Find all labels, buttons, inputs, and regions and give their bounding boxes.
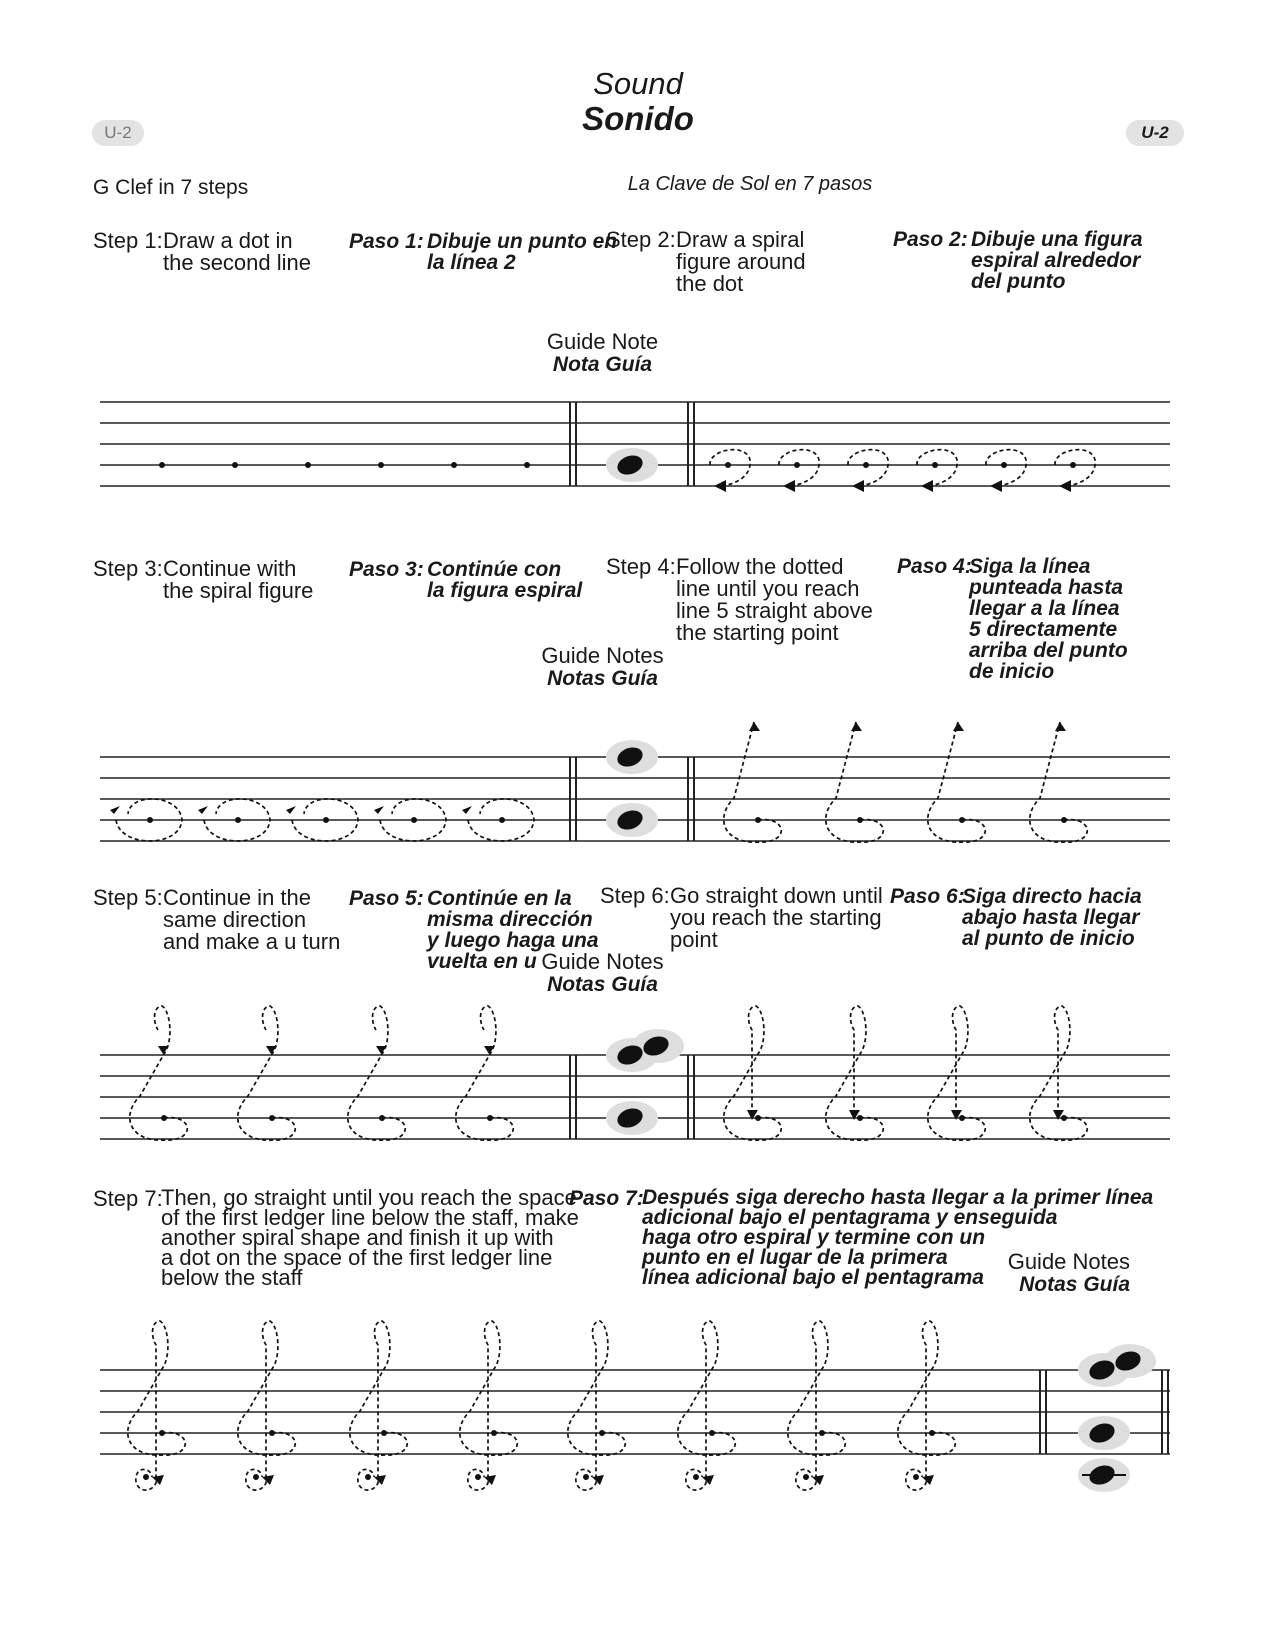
arrow-head — [783, 480, 795, 492]
paso-1-text: Dibuje un punto en la línea 2 — [427, 230, 618, 274]
clef-dot — [269, 1115, 275, 1121]
arrow-head — [592, 1475, 604, 1485]
paso-6-text: Siga directo hacia abajo hasta llegar al punto de inicio — [962, 885, 1142, 950]
arrow-head — [990, 480, 1002, 492]
clef-dot — [381, 1430, 387, 1436]
clef-dot — [857, 817, 863, 823]
clef-curve — [460, 1321, 517, 1490]
clef-dot — [857, 1115, 863, 1121]
paso-5-text: Continúe en la misma dirección y luego haga una vuelta en u — [427, 887, 599, 973]
staff-2 — [0, 722, 1276, 892]
clef-end-dot — [365, 1474, 371, 1480]
arrow-head — [702, 1475, 714, 1485]
clef-dot — [755, 817, 761, 823]
clef-dot — [491, 1430, 497, 1436]
arrow-head — [714, 480, 726, 492]
guide-note-1-es: Nota Guía — [552, 353, 653, 376]
step-2-text: Draw a spiral figure around the dot — [676, 227, 806, 296]
paso-7-label: Paso 7: — [569, 1187, 644, 1210]
staff-4-lines — [100, 1370, 1170, 1454]
clef-dot — [819, 1430, 825, 1436]
paso-2 — [893, 229, 1143, 292]
guide-notes-4 — [990, 1250, 1130, 1296]
step-1 — [93, 230, 311, 274]
arrow-head — [1059, 480, 1071, 492]
clef-end-dot — [803, 1474, 809, 1480]
step-1-text: Draw a dot in the second line — [163, 228, 311, 275]
title-spanish: Sonido — [582, 100, 694, 137]
clef-curve — [350, 1321, 407, 1490]
step-7 — [93, 1185, 579, 1290]
arrow-head — [110, 806, 120, 814]
step-5-text: Continue in the same direction and make a u turn — [163, 885, 341, 954]
paso-1 — [349, 231, 617, 273]
clef-curve — [128, 1321, 185, 1490]
step-7-text: Then, go straight until you reach the space of the first ledger line below the staff, make another spiral shape and finish it up with a dot on the space of the first ledger line below the staff — [161, 1185, 579, 1290]
guide-notes-2-es: Notas Guía — [547, 667, 658, 690]
paso-4-label: Paso 4: — [897, 555, 972, 578]
clef-dot — [929, 1430, 935, 1436]
clef-curve — [898, 1321, 955, 1490]
clef-curve — [568, 1321, 625, 1490]
title-english: Sound — [593, 66, 683, 101]
clef-curve — [826, 1006, 883, 1140]
step-4-label: Step 4: — [606, 554, 676, 579]
paso-6-label: Paso 6: — [890, 885, 965, 908]
clef-curve — [348, 1006, 405, 1140]
clef-curve — [238, 1321, 295, 1490]
arrow-head — [266, 1046, 277, 1054]
spiral-dot — [725, 462, 731, 468]
paso-6 — [890, 886, 1142, 949]
unit-badge-right: U-2 — [1126, 120, 1184, 146]
spiral-dot — [235, 817, 241, 823]
step-4 — [606, 556, 873, 644]
arrow-head — [851, 722, 862, 731]
arrow-head — [198, 806, 208, 814]
spiral-path — [779, 450, 819, 486]
arrow-head — [953, 722, 964, 731]
staff-1 — [0, 380, 1276, 550]
paso-3 — [349, 559, 582, 601]
unit-badge-left: U-2 — [92, 120, 144, 146]
arrow-head — [374, 806, 384, 814]
clef-end-dot — [913, 1474, 919, 1480]
guide-notes-4-heads — [1078, 1344, 1156, 1492]
paso-3-label: Paso 3: — [349, 558, 424, 581]
clef-end-dot — [143, 1474, 149, 1480]
clef-dot — [487, 1115, 493, 1121]
paso-4-text: Siga la línea punteada hasta llegar a la línea 5 directamente arriba del punto de inicio — [969, 555, 1128, 683]
clef-end-dot — [475, 1474, 481, 1480]
arrow-head — [152, 1475, 164, 1485]
spiral-dot — [147, 817, 153, 823]
clef-dot — [1061, 817, 1067, 823]
staff-3 — [0, 1020, 1276, 1190]
spiral-dot — [323, 817, 329, 823]
subtitle-spanish: La Clave de Sol en 7 pasos — [627, 173, 873, 195]
subtitle-english: G Clef in 7 steps — [93, 176, 249, 199]
spiral-path — [710, 450, 750, 486]
clef-curve — [826, 722, 883, 842]
clef-dot — [1061, 1115, 1067, 1121]
step-4-text: Follow the dotted line until you reach line 5 straight above the starting point — [676, 554, 873, 645]
clef-dot — [269, 1430, 275, 1436]
spiral-path — [848, 450, 888, 486]
clef-dot — [755, 1115, 761, 1121]
arrow-head — [286, 806, 296, 814]
guide-notes-2-heads — [606, 740, 658, 837]
clef-curve — [788, 1321, 845, 1490]
guide-note-g — [606, 448, 658, 482]
staff-4 — [0, 1335, 1276, 1505]
arrow-head — [376, 1046, 387, 1054]
guide-note-1 — [530, 330, 675, 376]
guide-notes-2 — [530, 644, 675, 690]
paso-4 — [897, 556, 1128, 682]
step-3-text: Continue with the spiral figure — [163, 556, 314, 603]
clef-dot — [379, 1115, 385, 1121]
clef-end-dot — [253, 1474, 259, 1480]
spiral-dot — [1070, 462, 1076, 468]
step-7-clefs — [128, 1321, 955, 1490]
arrow-head — [462, 806, 472, 814]
paso-3-text: Continúe con la figura espiral — [427, 558, 583, 602]
clef-curve — [724, 722, 781, 842]
step-2-label: Step 2: — [606, 227, 676, 252]
step-2 — [606, 229, 806, 295]
step-5-label: Step 5: — [93, 885, 163, 910]
clef-curve — [130, 1006, 187, 1140]
arrow-head — [749, 722, 760, 731]
clef-dot — [709, 1430, 715, 1436]
arrow-head — [484, 1475, 496, 1485]
arrow-head — [922, 1475, 934, 1485]
step-5 — [93, 887, 340, 953]
step-6-text: Go straight down until you reach the starting point — [670, 883, 883, 952]
guide-notes-3 — [530, 950, 675, 996]
step-6-clefs — [724, 1006, 1087, 1140]
spiral-dot — [411, 817, 417, 823]
spiral-path — [917, 450, 957, 486]
paso-1-label: Paso 1: — [349, 230, 424, 253]
arrow-head — [852, 480, 864, 492]
spiral-path — [1055, 450, 1095, 486]
arrow-head — [1055, 722, 1066, 731]
clef-dot — [161, 1115, 167, 1121]
step-3-label: Step 3: — [93, 556, 163, 581]
paso-7-text: Después siga derecho hasta llegar a la primer línea adicional bajo el pentagrama y enseguida haga otro espiral y termine con un punto en el lugar de la primera línea adicional bajo el pentagrama — [642, 1186, 1154, 1289]
guide-notes-2-en: Guide Notes — [541, 643, 664, 668]
clef-curve — [928, 1006, 985, 1140]
clef-curve — [1030, 722, 1087, 842]
clef-curve — [928, 722, 985, 842]
spiral-dot — [932, 462, 938, 468]
clef-end-dot — [693, 1474, 699, 1480]
arrow-head — [374, 1475, 386, 1485]
arrow-head — [812, 1475, 824, 1485]
spiral-dot — [1001, 462, 1007, 468]
clef-curve — [678, 1321, 735, 1490]
arrow-head — [158, 1046, 169, 1054]
spiral-path — [986, 450, 1026, 486]
clef-curve — [724, 1006, 781, 1140]
clef-dot — [959, 817, 965, 823]
clef-curve — [1030, 1006, 1087, 1140]
spiral-dot — [794, 462, 800, 468]
step-3 — [93, 558, 313, 602]
guide-notes-4-es: Notas Guía — [1019, 1273, 1130, 1296]
clef-dot — [159, 1430, 165, 1436]
step-6-label: Step 6: — [600, 883, 670, 908]
guide-note-1-en: Guide Note — [546, 329, 659, 354]
arrow-head — [484, 1046, 495, 1054]
clef-dot — [599, 1430, 605, 1436]
clef-dot — [959, 1115, 965, 1121]
clef-curve — [456, 1006, 513, 1140]
paso-2-text: Dibuje una figura espiral alrededor del punto — [971, 228, 1143, 293]
step-4-curves — [724, 722, 1087, 842]
arrow-head — [921, 480, 933, 492]
arrow-head — [262, 1475, 274, 1485]
step-5-clefs — [130, 1006, 513, 1140]
spiral-dot — [863, 462, 869, 468]
guide-notes-3-es: Notas Guía — [547, 973, 658, 996]
step-7-label: Step 7: — [93, 1186, 163, 1211]
step-6 — [600, 885, 883, 951]
guide-notes-3-en: Guide Notes — [541, 949, 664, 974]
step-1-label: Step 1: — [93, 228, 163, 253]
guide-notes-4-en: Guide Notes — [1007, 1249, 1130, 1274]
paso-2-label: Paso 2: — [893, 228, 968, 251]
clef-end-dot — [583, 1474, 589, 1480]
paso-5-label: Paso 5: — [349, 887, 424, 910]
guide-notes-3-heads — [606, 1029, 684, 1135]
spiral-dot — [499, 817, 505, 823]
clef-curve — [238, 1006, 295, 1140]
